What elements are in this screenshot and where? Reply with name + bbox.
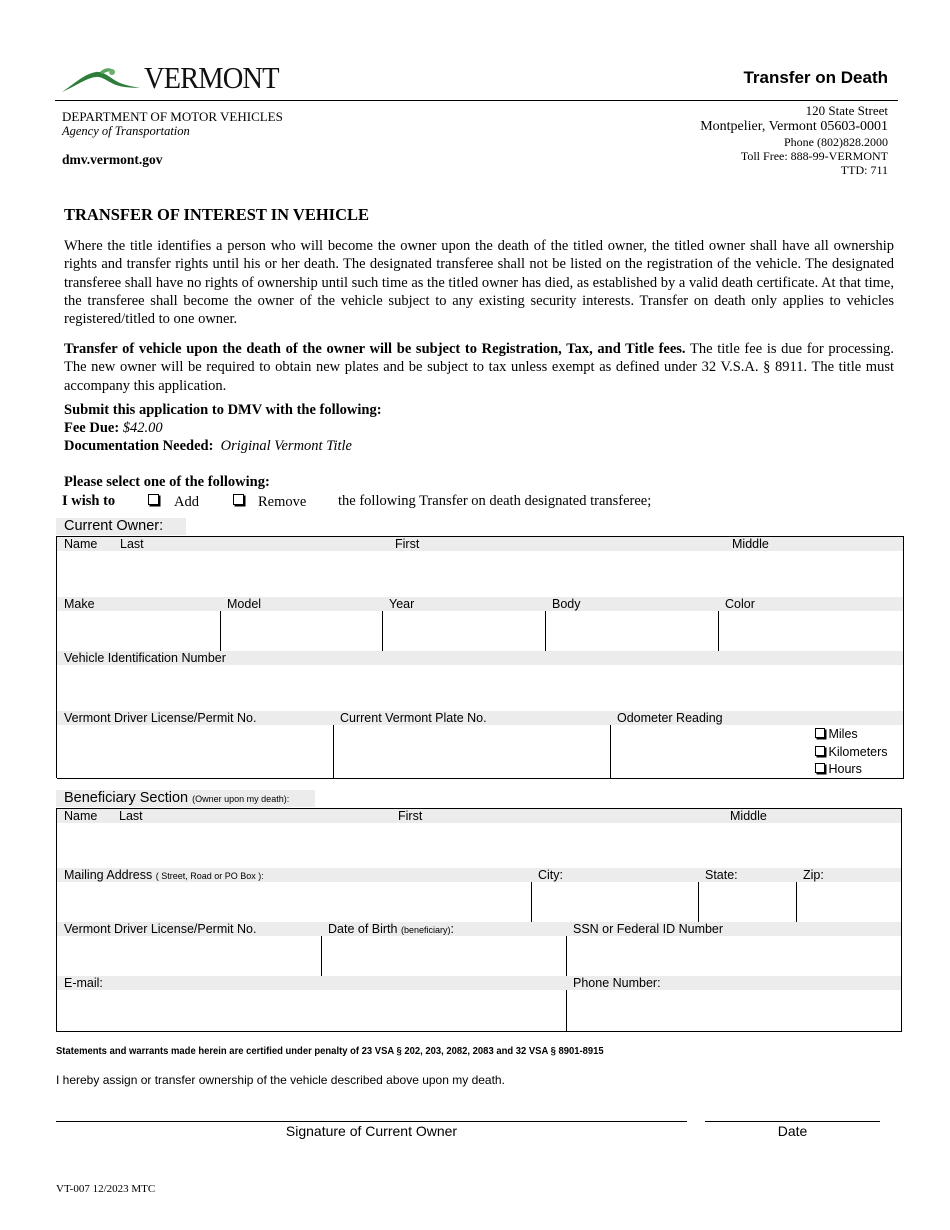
select-prompt: Please select one of the following: bbox=[64, 474, 270, 490]
beneficiary-first-label: First bbox=[398, 809, 423, 823]
add-checkbox[interactable] bbox=[148, 494, 159, 505]
date-line[interactable] bbox=[705, 1121, 880, 1122]
vermont-mountain-icon bbox=[60, 64, 148, 94]
agency-name: Agency of Transportation bbox=[62, 124, 190, 138]
email-label: E-mail: bbox=[57, 976, 566, 990]
make-field[interactable] bbox=[57, 597, 221, 652]
submit-label: Submit this application to DMV with the following: bbox=[64, 402, 382, 418]
zip-label: Zip: bbox=[796, 868, 901, 882]
owner-name-label-row bbox=[57, 537, 903, 551]
dob-hint: (beneficiary) bbox=[400, 925, 451, 935]
date-label: Date bbox=[777, 1123, 808, 1139]
owner-middle-label: Middle bbox=[732, 537, 769, 551]
beneficiary-license-field[interactable] bbox=[57, 922, 322, 977]
documentation-label: Documentation Needed: bbox=[64, 438, 214, 454]
ttd: TTD: 711 bbox=[840, 163, 888, 177]
remove-checkbox[interactable] bbox=[233, 494, 244, 505]
ssn-field[interactable] bbox=[566, 922, 902, 977]
beneficiary-section-title bbox=[56, 790, 315, 807]
city-label: City: bbox=[531, 868, 698, 882]
beneficiary-license-label: Vermont Driver License/Permit No. bbox=[57, 922, 321, 936]
state-label: State: bbox=[698, 868, 796, 882]
odometer-field[interactable] bbox=[610, 711, 904, 779]
form-title: Transfer on Death bbox=[743, 68, 888, 87]
wish-to-label: I wish to bbox=[62, 493, 116, 509]
body-label: Body bbox=[545, 597, 718, 611]
state-field[interactable] bbox=[698, 868, 797, 923]
mailing-address-hint: ( Street, Road or PO Box ): bbox=[155, 871, 264, 881]
model-field[interactable] bbox=[220, 597, 383, 652]
beneficiary-name-label-row bbox=[57, 809, 901, 823]
signature-line[interactable] bbox=[56, 1121, 687, 1122]
add-option-label: Add bbox=[174, 494, 199, 510]
year-field[interactable] bbox=[382, 597, 546, 652]
mailing-address-label-row bbox=[57, 868, 531, 882]
city-field[interactable] bbox=[531, 868, 699, 923]
owner-name-label: Name bbox=[64, 537, 98, 551]
fee-line bbox=[64, 420, 163, 437]
kilometers-option[interactable] bbox=[815, 744, 888, 762]
beneficiary-name-label: Name bbox=[64, 809, 98, 823]
phone-number-label: Phone Number: bbox=[566, 976, 901, 990]
fees-paragraph-rest: The title fee is due for processing. The new owner will be required to obtain new plates and be subject to tax unless exempt as defined under 32 V.S.A. § 8911. The title must accompany this application. bbox=[64, 341, 895, 394]
ssn-label: SSN or Federal ID Number bbox=[566, 922, 901, 936]
dob-label: Date of Birth bbox=[328, 922, 398, 936]
plate-label: Current Vermont Plate No. bbox=[333, 711, 610, 725]
year-label: Year bbox=[382, 597, 545, 611]
color-field[interactable] bbox=[718, 597, 904, 652]
plate-field[interactable] bbox=[333, 711, 611, 779]
intro-paragraph: Where the title identifies a person who will become the owner upon the death of the titled owner, the titled owner shall have all ownership rights and transfer rights until his or her death. The designated transferee shall not be listed on the registration of the vehicle. The designated transferee shall have no rights of ownership until such time as the titled owner has died, as established by a valid death certificate. At that time, the transferee shall become the owner of the vehicle subject to any existing security interests. Transfer on death only applies to vehicles registered/titled to one owner. bbox=[64, 238, 894, 328]
owner-last-label: Last bbox=[120, 537, 144, 551]
hours-checkbox[interactable] bbox=[815, 763, 825, 773]
hours-label: Hours bbox=[828, 762, 862, 776]
beneficiary-name-field[interactable] bbox=[57, 809, 902, 869]
model-label: Model bbox=[220, 597, 382, 611]
beneficiary-form bbox=[56, 808, 902, 1032]
kilometers-checkbox[interactable] bbox=[815, 746, 825, 756]
header-rule bbox=[55, 100, 898, 101]
fees-paragraph bbox=[64, 340, 894, 395]
vin-label: Vehicle Identification Number bbox=[57, 651, 903, 665]
fee-label: Fee Due: bbox=[64, 420, 120, 436]
beneficiary-last-label: Last bbox=[119, 809, 143, 823]
owner-name-field[interactable] bbox=[57, 537, 904, 598]
kilometers-label: Kilometers bbox=[828, 744, 888, 759]
phone: Phone (802)828.2000 bbox=[784, 135, 888, 149]
zip-field[interactable] bbox=[796, 868, 902, 923]
miles-option[interactable] bbox=[815, 726, 888, 744]
phone-number-field[interactable] bbox=[566, 976, 902, 1032]
miles-label: Miles bbox=[828, 727, 858, 741]
address-city: Montpelier, Vermont 05603-0001 bbox=[700, 119, 888, 134]
certification-statement: Statements and warrants made herein are certified under penalty of 23 VSA § 202, 203, 2082, 2083 and 32 VSA § 8901-8915 bbox=[56, 1045, 604, 1057]
owner-license-label: Vermont Driver License/Permit No. bbox=[57, 711, 333, 725]
beneficiary-middle-label: Middle bbox=[730, 809, 767, 823]
hours-option[interactable] bbox=[815, 761, 888, 779]
contact-block bbox=[700, 104, 888, 178]
logo-text: VERMONT bbox=[144, 60, 279, 95]
color-label: Color bbox=[718, 597, 903, 611]
department-name: DEPARTMENT OF MOTOR VEHICLES bbox=[62, 109, 283, 124]
email-field[interactable] bbox=[57, 976, 567, 1032]
beneficiary-title-small: (Owner upon my death): bbox=[192, 794, 290, 804]
documentation-value: Original Vermont Title bbox=[220, 438, 352, 454]
remove-option-label: Remove bbox=[258, 494, 307, 510]
fees-paragraph-bold: Transfer of vehicle upon the death of the owner will be subject to Registration, Tax, and Title fees. bbox=[64, 341, 686, 357]
make-label: Make bbox=[57, 597, 220, 611]
odometer-label: Odometer Reading bbox=[610, 711, 903, 725]
dob-label-row bbox=[321, 922, 566, 936]
website[interactable]: dmv.vermont.gov bbox=[62, 152, 163, 167]
vermont-logo bbox=[60, 60, 290, 96]
assignment-statement: I hereby assign or transfer ownership of the vehicle described above upon my death. bbox=[56, 1073, 505, 1087]
mailing-address-field[interactable] bbox=[57, 868, 532, 923]
page-heading: TRANSFER OF INTEREST IN VEHICLE bbox=[64, 205, 370, 224]
miles-checkbox[interactable] bbox=[815, 728, 825, 738]
current-owner-section-title: Current Owner: bbox=[56, 518, 186, 535]
signature-label: Signature of Current Owner bbox=[285, 1123, 458, 1139]
wish-to-rest: the following Transfer on death designated transferee; bbox=[338, 493, 652, 509]
beneficiary-title: Beneficiary Section bbox=[64, 790, 189, 806]
owner-first-label: First bbox=[395, 537, 420, 551]
dob-colon: : bbox=[450, 922, 454, 936]
current-owner-form bbox=[56, 536, 904, 778]
address-street: 120 State Street bbox=[805, 103, 888, 118]
dob-field[interactable] bbox=[321, 922, 567, 977]
fee-value: $42.00 bbox=[122, 420, 163, 436]
odometer-units bbox=[815, 726, 888, 779]
documentation-line bbox=[64, 438, 352, 455]
mailing-address-label: Mailing Address bbox=[64, 868, 153, 882]
body-field[interactable] bbox=[545, 597, 719, 652]
form-code: VT-007 12/2023 MTC bbox=[56, 1183, 156, 1195]
vin-field[interactable] bbox=[57, 651, 904, 712]
toll-free: Toll Free: 888-99-VERMONT bbox=[740, 149, 888, 163]
owner-license-field[interactable] bbox=[57, 711, 334, 779]
